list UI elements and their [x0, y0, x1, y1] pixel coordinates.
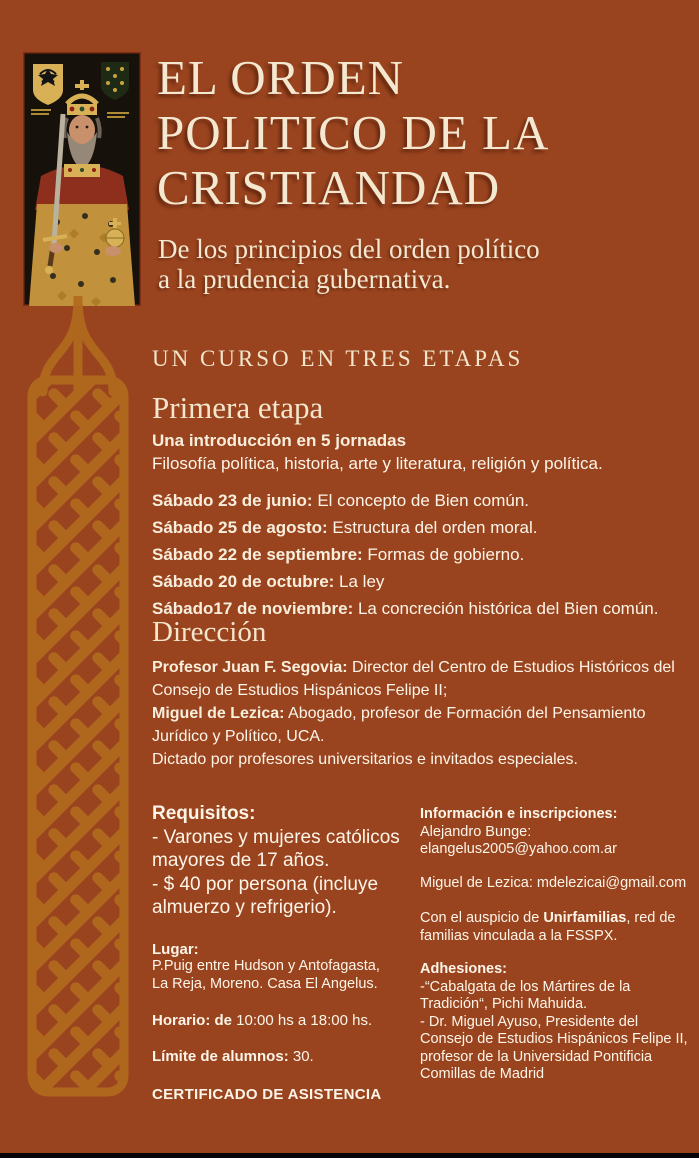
title-line-3: CRISTIANDAD [157, 160, 501, 215]
direction-body [152, 656, 699, 771]
session-line [152, 541, 697, 568]
info-label: Información e inscripciones: [420, 806, 618, 822]
lugar-label: Lugar: [152, 940, 199, 958]
details-right-column [420, 806, 694, 1084]
info-contact-email: elangelus2005@yahoo.com.ar [420, 841, 617, 857]
spacer [420, 859, 694, 875]
spacer [420, 945, 694, 961]
lugar-line: La Reja, Moreno. Casa El Angelus. [152, 975, 378, 992]
session-list [152, 487, 697, 622]
session-line [152, 514, 697, 541]
session-line [152, 568, 697, 595]
requisitos-item: - Varones y mujeres católicos mayores de 17 años. [152, 826, 400, 871]
horario-label: Horario: de [152, 1012, 233, 1029]
limite-line [152, 1048, 424, 1065]
session-date: Sábado 22 de septiembre: [152, 545, 363, 564]
title-line-1: EL ORDEN [157, 50, 405, 105]
charlemagne-portrait-image [23, 52, 141, 306]
title-line-2: POLITICO DE LA [157, 105, 550, 160]
director-desc: Director del Centro de Estudios Históricos del Consejo de Estudios Hispánicos Felipe II; [152, 659, 675, 699]
subtitle-line-2: a la prudencia gubernativa. [158, 264, 451, 294]
auspicio-org: Unirfamilias [543, 910, 627, 926]
director-name: Miguel de Lezica: [152, 705, 285, 722]
direction-heading: Dirección [152, 616, 267, 648]
poster-subtitle [158, 234, 678, 294]
session-topic: La concreción histórica del Bien común. [353, 599, 659, 618]
contact2-line: Miguel de Lezica: mdelezicai@gmail.com [420, 874, 687, 891]
horario-value: 10:00 hs a 18:00 hs. [232, 1012, 373, 1029]
stage-subtitle: Una introducción en 5 jornadas [152, 431, 407, 450]
lugar-line: P.Puig entre Hudson y Antofagasta, [152, 958, 380, 974]
limite-label: Límite de alumnos: [152, 1048, 289, 1065]
requisitos-item: - $ 40 por persona (incluye almuerzo y refrigerio). [152, 873, 379, 918]
adhesiones-item: -“Cabalgata de los Mártires de la Tradición“, Pichi Mahuida. [420, 978, 631, 1012]
requisitos-label: Requisitos: [152, 803, 256, 824]
certificado-text: CERTIFICADO DE ASISTENCIA [152, 1086, 382, 1103]
session-date: Sábado 20 de octubre: [152, 572, 335, 591]
direction-note: Dictado por profesores universitarios e invitados especiales. [152, 751, 578, 768]
session-topic: La ley [334, 572, 385, 591]
session-date: Sábado 25 de agosto: [152, 518, 328, 537]
course-kicker: UN CURSO EN TRES ETAPAS [152, 346, 524, 371]
stage-title: Primera etapa [152, 390, 324, 425]
poster-title [157, 50, 697, 215]
stage-description: Filosofía política, historia, arte y literatura, religión y política. [152, 454, 603, 473]
director-desc: Abogado, profesor de Formación del Pensamiento Jurídico y Político, UCA. [152, 705, 646, 745]
lugar-block [152, 941, 424, 994]
limite-value: 30. [288, 1048, 314, 1065]
horario-line [152, 1012, 424, 1029]
session-line [152, 487, 697, 514]
session-topic: El concepto de Bien común. [312, 491, 530, 510]
spacer [420, 892, 694, 910]
session-topic: Formas de gobierno. [362, 545, 525, 564]
footer-bar [0, 1153, 699, 1158]
session-date: Sábado 23 de junio: [152, 491, 313, 510]
info-contact-name: Alejandro Bunge: [420, 823, 532, 840]
adhesiones-label: Adhesiones: [420, 961, 508, 977]
director-name: Profesor Juan F. Segovia: [152, 659, 348, 676]
adhesiones-item: - Dr. Miguel Ayuso, Presidente del Consejo de Estudios Hispánicos Felipe II, profesor de la Universidad Pontificia Comillas de Madrid [420, 1013, 688, 1082]
auspicio-line: Con el auspicio de Unirfamilias, red de familias vinculada a la FSSPX. [420, 910, 676, 944]
requisitos-block [152, 802, 424, 920]
celtic-knot-ornament [0, 296, 160, 1102]
subtitle-line-1: De los principios del orden político [158, 234, 540, 264]
session-date: Sábado17 de noviembre: [152, 599, 354, 618]
session-topic: Estructura del orden moral. [327, 518, 538, 537]
details-left-column [152, 802, 424, 1103]
